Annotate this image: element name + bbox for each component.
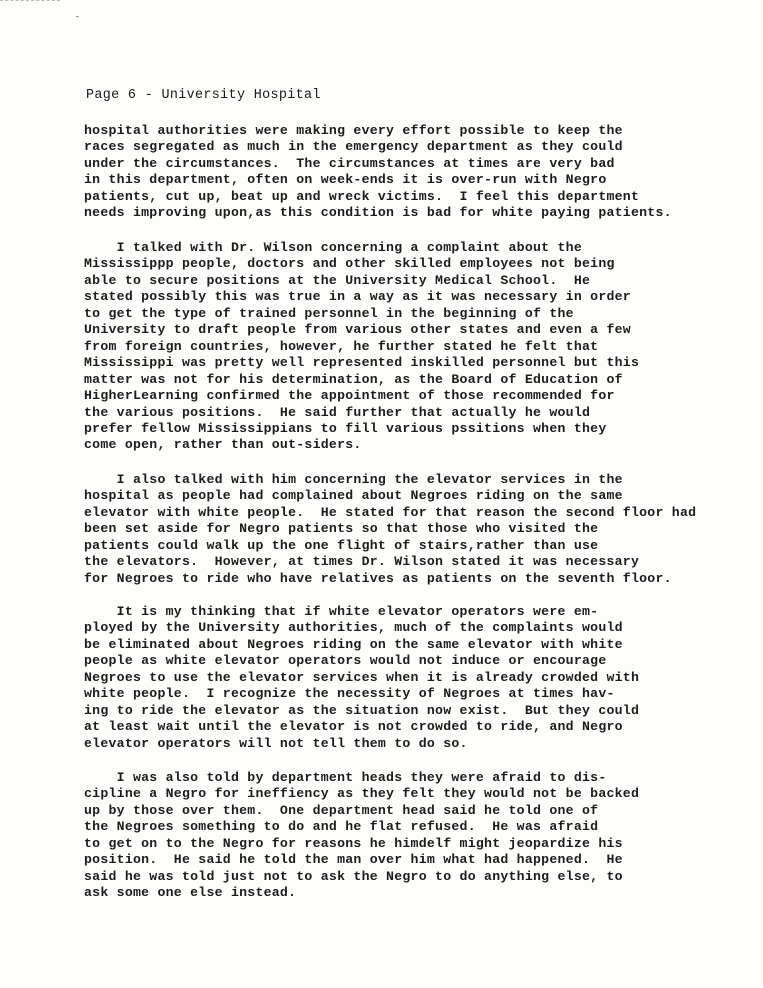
stray-mark: [76, 16, 79, 17]
text-line: position. He said he told the man over him what had happened. He: [84, 852, 623, 868]
scan-edge-marks: [0, 0, 60, 3]
text-line: the Negroes something to do and he flat refused. He was afraid: [84, 819, 599, 835]
text-line: stated possibly this was true in a way as it was necessary in order: [84, 289, 631, 305]
text-line: come open, rather than out-siders.: [84, 437, 362, 453]
text-line: matter was not for his determination, as the Board of Education of: [84, 371, 623, 387]
text-line: ployed by the University authorities, much of the complaints would: [84, 620, 623, 636]
text-line: ask some one else instead.: [84, 885, 297, 901]
text-line: from foreign countries, however, he further stated he felt that: [84, 338, 599, 354]
paragraph-department-heads: [84, 770, 763, 902]
text-line: prefer fellow Mississippians to fill various pssitions when they: [84, 420, 607, 436]
paragraph-dr-wilson-positions: [84, 240, 763, 454]
text-line: under the circumstances. The circumstances at times are very bad: [84, 155, 615, 171]
text-line: hospital as people had complained about Negroes riding on the same: [84, 488, 623, 504]
text-line: patients could walk up the one flight of stairs,rather than use: [84, 537, 599, 553]
text-line: in this department, often on week-ends it is over-run with Negro: [84, 172, 607, 188]
text-line: Mississippp people, doctors and other skilled employees not being: [84, 256, 615, 272]
text-line: University to draft people from various other states and even a few: [84, 322, 631, 338]
text-line: elevator with white people. He stated for that reason the second floor had: [84, 504, 697, 520]
text-line: races segregated as much in the emergency department as they could: [84, 139, 623, 155]
page-header: Page 6 - University Hospital: [86, 88, 321, 103]
text-line: been set aside for Negro patients so that those who visited the: [84, 521, 599, 537]
text-line: at least wait until the elevator is not crowded to ride, and Negro: [84, 719, 623, 735]
text-line: cipline a Negro for ineffiency as they felt they would not be backed: [84, 786, 640, 802]
text-line: the various positions. He said further that actually he would: [84, 404, 591, 420]
text-line: said he was told just not to ask the Negro to do anything else, to: [84, 868, 623, 884]
text-line: Negroes to use the elevator services when it is already crowded with: [84, 669, 640, 685]
text-line: for Negroes to ride who have relatives as patients on the seventh floor.: [84, 570, 672, 586]
text-line: the elevators. However, at times Dr. Wilson stated it was necessary: [84, 554, 640, 570]
text-line: people as white elevator operators would not induce or encourage: [84, 653, 607, 669]
text-line: to get the type of trained personnel in the beginning of the: [84, 305, 574, 321]
text-line: HigherLearning confirmed the appointment of those recommended for: [84, 388, 615, 404]
text-line: elevator operators will not tell them to do so.: [84, 735, 468, 751]
text-line: up by those over them. One department head said he told one of: [84, 802, 599, 818]
paragraph-elevator-services: [84, 472, 763, 587]
text-line: hospital authorities were making every effort possible to keep the: [84, 123, 623, 138]
text-line: Mississippi was pretty well represented inskilled personnel but this: [84, 355, 640, 371]
text-line: ing to ride the elevator as the situation now exist. But they could: [84, 702, 640, 718]
text-line: I talked with Dr. Wilson concerning a complaint about the: [84, 240, 582, 255]
text-line: able to secure positions at the University Medical School. He: [84, 272, 591, 288]
text-line: I was also told by department heads they were afraid to dis-: [84, 770, 607, 785]
text-line: white people. I recognize the necessity of Negroes at times hav-: [84, 686, 615, 702]
text-line: It is my thinking that if white elevator operators were em-: [84, 604, 599, 619]
text-line: to get on to the Negro for reasons he himdelf might jeopardize his: [84, 835, 623, 851]
text-line: patients, cut up, beat up and wreck victims. I feel this department: [84, 188, 640, 204]
paragraph-emergency-department: [84, 123, 763, 222]
text-line: needs improving upon,as this condition is bad for white paying patients.: [84, 205, 672, 221]
text-line: I also talked with him concerning the elevator services in the: [84, 472, 623, 487]
text-line: be eliminated about Negroes riding on the same elevator with white: [84, 636, 623, 652]
paragraph-elevator-operators: [84, 604, 763, 752]
